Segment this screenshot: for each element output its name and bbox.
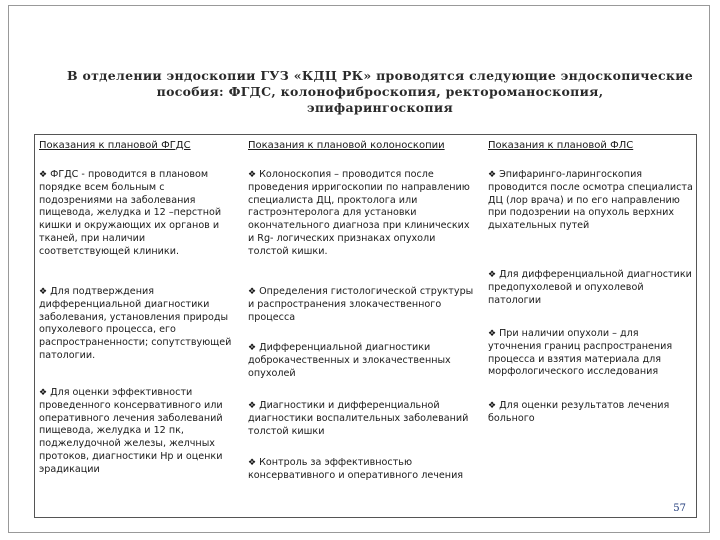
diamond-bullet-icon: ❖ [39,170,48,180]
list-item: ❖ При наличии опухоли – для уточнения границ распространения процесса и взятия материала для морфологического исследования [488,328,673,378]
list-item: ❖ Колоноскопия – проводится после проведения ирригоскопии по направлению специалиста ДЦ, проктолога или гастроэнтеролога для установки окончательного диагноза при клинических и Rg- логических признаках опухоли толстой кишки. [248,169,470,257]
diamond-bullet-icon: ❖ [488,270,497,280]
diamond-bullet-icon: ❖ [248,458,257,468]
column-header-fgds: Показания к плановой ФГДС [39,140,191,151]
list-item: ❖ Для подтверждения дифференциальной диагностики заболевания, установления природы опухолевого процесса, его распространенности; сопутствующей патологии. [39,286,232,361]
column-header-fls: Показания к плановой ФЛС [488,140,634,151]
list-item: ❖ Для оценки результатов лечения больного [488,400,670,424]
title-line-2: пособия: ФГДС, колонофиброскопия, ректороманоскопия, [156,84,604,99]
list-item: ❖ ФГДС - проводится в плановом порядке всем больным с подозрениями на заболевания пищевода, желудка и 12 –перстной кишки и окружающих их органов и тканей, при наличии соответствующей клиники. [39,169,222,257]
column-header-colonoscopy: Показания к плановой колоноскопии [248,140,445,151]
list-item: ❖ Для дифференциальной диагностики предопухолевой и опухолевой патологии [488,269,692,306]
list-item: ❖ Дифференциальной диагностики доброкачественных и злокачественных опухолей [248,342,451,379]
page-number: 57 [673,503,686,514]
list-item: ❖ Эпифаринго-ларингоскопия проводится после осмотра специалиста ДЦ (лор врача) и по его направлению при подозрении на опухоль верхних дыхательных путей [488,169,693,232]
title-line-3: эпифарингоскопия [307,100,453,115]
column-colonoscopy [248,135,476,517]
diamond-bullet-icon: ❖ [39,388,48,398]
column-fls [488,135,694,517]
diamond-bullet-icon: ❖ [488,329,497,339]
title-line-1: В отделении эндоскопии ГУЗ «КДЦ РК» проводятся следующие эндоскопические [66,68,694,83]
diamond-bullet-icon: ❖ [39,287,48,297]
list-item: ❖ Для оценки эффективности проведенного консервативного или оперативного лечения заболеваний пищевода, желудка и 12 пк, поджелудочной железы, желчных протоков, диагностики Hp и оценки эрадикации [39,387,223,475]
column-fgds [39,135,239,517]
diamond-bullet-icon: ❖ [488,401,497,411]
diamond-bullet-icon: ❖ [248,401,257,411]
diamond-bullet-icon: ❖ [488,170,497,180]
list-item: ❖ Контроль за эффективностью консервативного и оперативного лечения [248,457,464,481]
diamond-bullet-icon: ❖ [248,170,257,180]
indications-table [34,134,697,518]
list-item: ❖ Определения гистологической структуры и распространения злокачественного процесса [248,286,474,323]
diamond-bullet-icon: ❖ [248,287,257,297]
diamond-bullet-icon: ❖ [248,343,257,353]
list-item: ❖ Диагностики и дифференциальной диагностики воспалительных заболеваний толстой кишки [248,400,469,437]
slide-title [60,68,700,116]
